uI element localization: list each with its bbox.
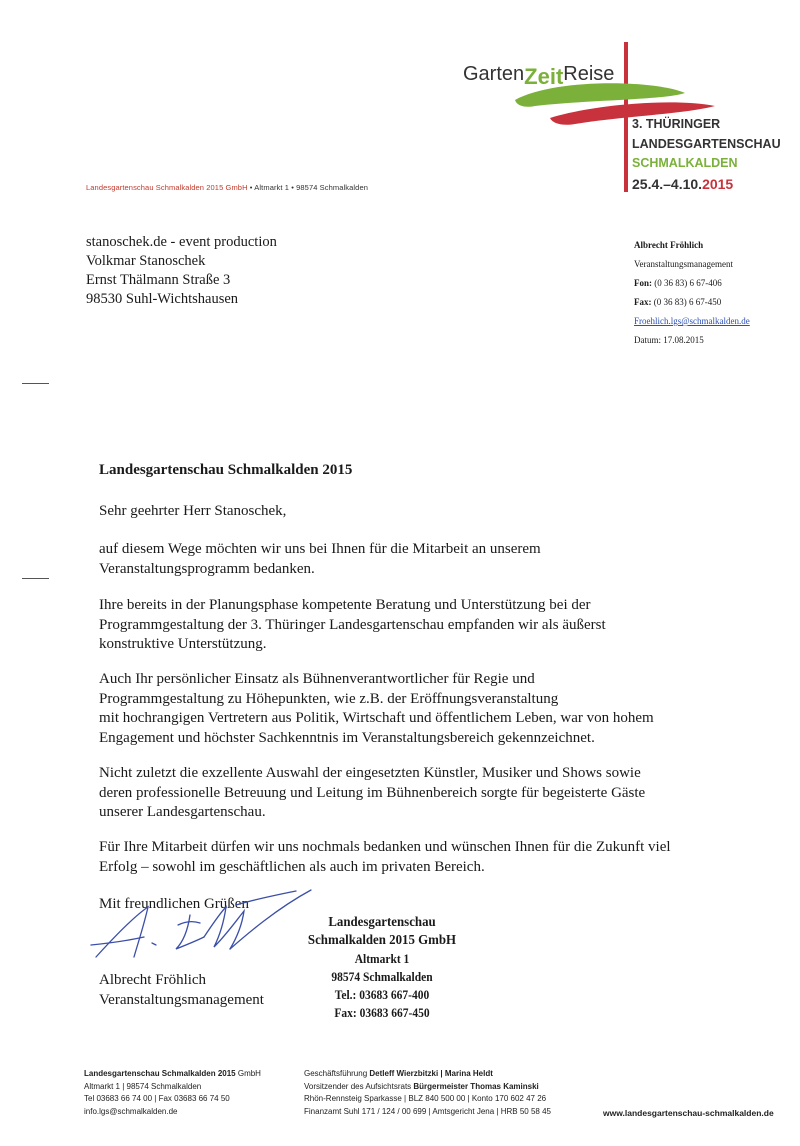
signer-name: Albrecht Fröhlich [99,972,207,988]
paragraph-5: Für Ihre Mitarbeit dürfen wir uns nochmals bedanken und wünschen Ihnen für die Zukunft viel Erfolg – sowohl im geschäftlichen als auch im privaten Bereich. [99,839,671,875]
contact-email-link[interactable]: Froehlich.lgs@schmalkalden.de [634,316,750,326]
paragraph-2: Ihre bereits in der Planungsphase kompetente Beratung und Unterstützung bei der Programmgestaltung der 3. Thüringer Landesgartenschau empfanden wir als äußerst konstruktive Unterstützung. [99,597,606,652]
contact-phone: Fon: (0 36 83) 6 67-406 [634,278,722,288]
logo-line2: LANDESGARTENSCHAU [632,137,781,151]
footer-legal-info: Geschäftsführung Detleff Wierzbitzki | Marina Heldt Vorsitzender des Aufsichtsrats Bürgermeister Thomas Kaminski Rhön-Rennsteig Sparkasse | BLZ 840 500 00 | Konto 170 602 47 26 Finanzamt Suhl 171 / 124 / 00 699 | Amtsgericht Jena | HRB 50 58 45 [304,1069,551,1116]
signer-title: Veranstaltungsmanagement [99,992,264,1008]
sender-address: • Altmarkt 1 • 98574 Schmalkalden [247,183,368,192]
paragraph-3: Auch Ihr persönlicher Einsatz als Bühnenverantwortlicher für Regie und Programmgestaltung zu Höhepunkten, wie z.B. der Eröffnungsveranstaltung mit hochrangigen Vertretern aus Politik, Wirtschaft und öffentlichem Leben, war von hohem Engagement und höchster Sachkenntnis im Veranstaltungsbereich gekennzeichnet. [99,671,654,746]
logo-line3: SCHMALKALDEN [632,156,738,170]
fold-mark [22,578,49,579]
sender-return-line [86,183,368,192]
recipient-line: stanoschek.de - event production [86,234,277,250]
contact-department: Veranstaltungsmanagement [634,259,733,269]
recipient-line: Ernst Thälmann Straße 3 [86,272,231,288]
contact-fax: Fax: (0 36 83) 6 67-450 [634,297,722,307]
closing: Mit freundlichen Grüßen [99,896,249,912]
paragraph-1: auf diesem Wege möchten wir uns bei Ihnen für die Mitarbeit an unserem Veranstaltungsprogramm bedanken. [99,541,541,577]
contact-block [634,236,750,350]
recipient-line: 98530 Suhl-Wichtshausen [86,291,239,307]
letter-date: Datum: 17.08.2015 [634,335,704,345]
company-stamp: Landesgartenschau Schmalkalden 2015 GmbH Altmarkt 1 98574 Schmalkalden Tel.: 03683 667-400 Fax: 03683 667-450 [307,915,457,1020]
gartenzeitreise-logo [455,38,800,198]
paragraph-4: Nicht zuletzt die exzellente Auswahl der eingesetzten Künstler, Musiker und Shows sowie deren professionelle Betreuung und Leitung im Bühnenbereich sorgte für begeisterte Gäste unserer Landesgartenschau. [99,765,646,820]
logo-brand: GartenZeitReise [463,63,615,89]
signer-block [99,970,264,1010]
contact-name: Albrecht Fröhlich [634,240,704,250]
letter-subject: Landesgartenschau Schmalkalden 2015 [99,462,353,478]
fold-mark [22,383,49,384]
salutation: Sehr geehrter Herr Stanoschek, [99,503,287,519]
recipient-address [86,233,277,309]
recipient-line: Volkmar Stanoschek [86,253,206,269]
logo-dates: 25.4.–4.10.2015 [632,176,734,192]
footer-website-link[interactable]: www.landesgartenschau-schmalkalden.de [603,1108,774,1118]
sender-org: Landesgartenschau Schmalkalden 2015 GmbH [86,183,248,192]
logo-line1: 3. THÜRINGER [632,117,721,131]
footer-company-info: Landesgartenschau Schmalkalden 2015 GmbH Altmarkt 1 | 98574 Schmalkalden Tel 03683 66 74 00 | Fax 03683 66 74 50 info.lgs@schmalkalden.de [84,1069,261,1116]
